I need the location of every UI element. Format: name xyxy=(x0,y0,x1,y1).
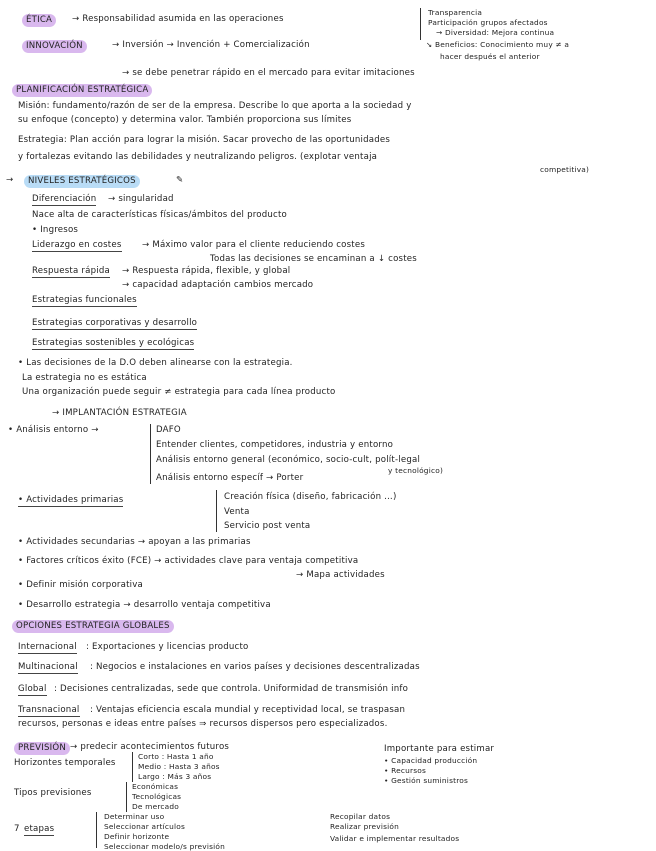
note-line: → Responsabilidad asumida en las operaciones xyxy=(72,14,284,24)
note-line: • Las decisiones de la D.O deben alinearse con la estrategia. xyxy=(18,358,293,368)
note-line: La estrategia no es estática xyxy=(22,373,147,383)
note-line: → Inversión → Invención + Comercialización xyxy=(112,40,310,50)
note-line: → Máximo valor para el cliente reduciendo costes xyxy=(142,240,366,250)
note-line: Servicio post venta xyxy=(224,521,311,531)
note-line: Recopilar datos xyxy=(330,812,391,821)
note-line: • Desarrollo estrategia → desarrollo ventaja competitiva xyxy=(18,600,271,610)
note-line: Participación grupos afectados xyxy=(428,18,548,27)
note-line: → xyxy=(6,175,14,185)
note-line: Validar e implementar resultados xyxy=(330,834,460,843)
note-line: Seleccionar artículos xyxy=(104,822,186,831)
note-line: recursos, personas e ideas entre países ⇒ recursos dispersos pero especializados. xyxy=(18,719,388,729)
underlined-term: Estrategias corporativas y desarrollo xyxy=(32,318,198,328)
note-line: ↘ Beneficios: Conocimiento muy ≠ a xyxy=(426,40,570,49)
note-line: • Capacidad producción xyxy=(384,756,478,765)
note-line: Venta xyxy=(224,507,250,517)
note-line: Realizar previsión xyxy=(330,822,400,831)
note-line: Económicas xyxy=(132,782,179,791)
underlined-term: Transnacional xyxy=(18,705,80,715)
note-line: Transparencia xyxy=(428,8,483,17)
underlined-term: Internacional xyxy=(18,642,77,652)
underlined-term: Multinacional xyxy=(18,662,78,672)
note-line: Misión: fundamento/razón de ser de la empresa. Describe lo que aporta a la sociedad y xyxy=(18,101,412,111)
note-line: • Ingresos xyxy=(32,225,79,235)
note-line: → capacidad adaptación cambios mercado xyxy=(122,280,314,290)
note-line: ✎ xyxy=(176,175,184,185)
bracket-etapas xyxy=(96,812,97,848)
note-line: Largo : Más 3 años xyxy=(138,772,212,781)
note-line: : Exportaciones y licencias producto xyxy=(86,642,249,652)
note-line: De mercado xyxy=(132,802,180,811)
section-heading: PREVISIÓN xyxy=(14,742,70,755)
note-line: • Gestión suministros xyxy=(384,776,469,785)
note-line: su enfoque (concepto) y determina valor. También proporciona sus límites xyxy=(18,115,352,125)
bracket-tipos-previsiones xyxy=(126,782,127,812)
note-line: 7 xyxy=(14,824,20,834)
note-line: Estrategia: Plan acción para lograr la misión. Sacar provecho de las oportunidades xyxy=(18,135,391,145)
note-line: • Análisis entorno → xyxy=(8,425,99,435)
note-line: DAFO xyxy=(156,425,181,435)
bracket-horizontes xyxy=(132,752,133,782)
note-line: Todas las decisiones se encaminan a ↓ costes xyxy=(210,254,417,264)
underlined-term: Liderazgo en costes xyxy=(32,240,122,250)
note-line: : Ventajas eficiencia escala mundial y receptividad local, se traspasan xyxy=(90,705,406,715)
underlined-term: Global xyxy=(18,684,47,694)
section-heading: INNOVACIÓN xyxy=(22,40,87,53)
note-line: Seleccionar modelo/s previsión xyxy=(104,842,226,851)
note-line: y fortalezas evitando las debilidades y neutralizando peligros. (explotar ventaja xyxy=(18,152,378,162)
note-line: → singularidad xyxy=(108,194,174,204)
note-line: Definir horizonte xyxy=(104,832,170,841)
underlined-term: Estrategias sostenibles y ecológicas xyxy=(32,338,195,348)
note-line: → Mapa actividades xyxy=(296,570,385,580)
note-line: y tecnológico) xyxy=(388,466,444,475)
note-line: Determinar uso xyxy=(104,812,165,821)
note-line: Corto : Hasta 1 año xyxy=(138,752,214,761)
bracket-etica xyxy=(420,8,421,40)
note-line: • Definir misión corporativa xyxy=(18,580,144,590)
note-line: : Decisiones centralizadas, sede que controla. Uniformidad de transmisión info xyxy=(54,684,409,694)
note-line: Entender clientes, competidores, industria y entorno xyxy=(156,440,394,450)
underlined-term: Estrategias funcionales xyxy=(32,295,137,305)
note-line: Creación física (diseño, fabricación …) xyxy=(224,492,397,502)
bracket-actividades-primarias xyxy=(216,490,217,532)
section-heading: NIVELES ESTRATÉGICOS xyxy=(24,175,140,188)
note-line: → predecir acontecimientos futuros xyxy=(70,742,230,752)
section-heading: OPCIONES ESTRATEGIA GLOBALES xyxy=(12,620,174,633)
section-heading: PLANIFICACIÓN ESTRATÉGICA xyxy=(12,84,152,97)
note-line: Tecnológicas xyxy=(132,792,182,801)
note-line: → se debe penetrar rápido en el mercado para evitar imitaciones xyxy=(122,68,415,78)
note-line: Tipos previsiones xyxy=(14,788,92,798)
note-line: → Respuesta rápida, flexible, y global xyxy=(122,266,291,276)
note-line: Importante para estimar xyxy=(384,744,495,754)
section-heading: ÉTICA xyxy=(22,14,56,27)
note-line: → Diversidad: Mejora continua xyxy=(436,28,555,37)
note-line: • Recursos xyxy=(384,766,427,775)
note-line: Análisis entorno general (económico, socio-cult, polít-legal xyxy=(156,455,421,465)
underlined-term: • Actividades primarias xyxy=(18,495,124,505)
note-line: Una organización puede seguir ≠ estrategia para cada línea producto xyxy=(22,387,336,397)
note-line: • Factores críticos éxito (FCE) → actividades clave para ventaja competitiva xyxy=(18,556,359,566)
note-line: Análisis entorno específ → Porter xyxy=(156,473,304,483)
note-line: • Actividades secundarias → apoyan a las primarias xyxy=(18,537,251,547)
underlined-term: Respuesta rápida xyxy=(32,266,110,276)
note-line: Nace alta de características físicas/ámbitos del producto xyxy=(32,210,287,220)
note-line: → IMPLANTACIÓN ESTRATEGIA xyxy=(52,408,187,418)
underlined-term: etapas xyxy=(24,824,55,834)
bracket-analisis-entorno xyxy=(150,424,151,484)
note-line: hacer después el anterior xyxy=(440,52,540,61)
note-line: : Negocios e instalaciones en varios países y decisiones descentralizadas xyxy=(90,662,420,672)
underlined-term: Diferenciación xyxy=(32,194,97,204)
note-line: Medio : Hasta 3 años xyxy=(138,762,220,771)
note-line: competitiva) xyxy=(540,165,590,174)
note-line: Horizontes temporales xyxy=(14,758,116,768)
